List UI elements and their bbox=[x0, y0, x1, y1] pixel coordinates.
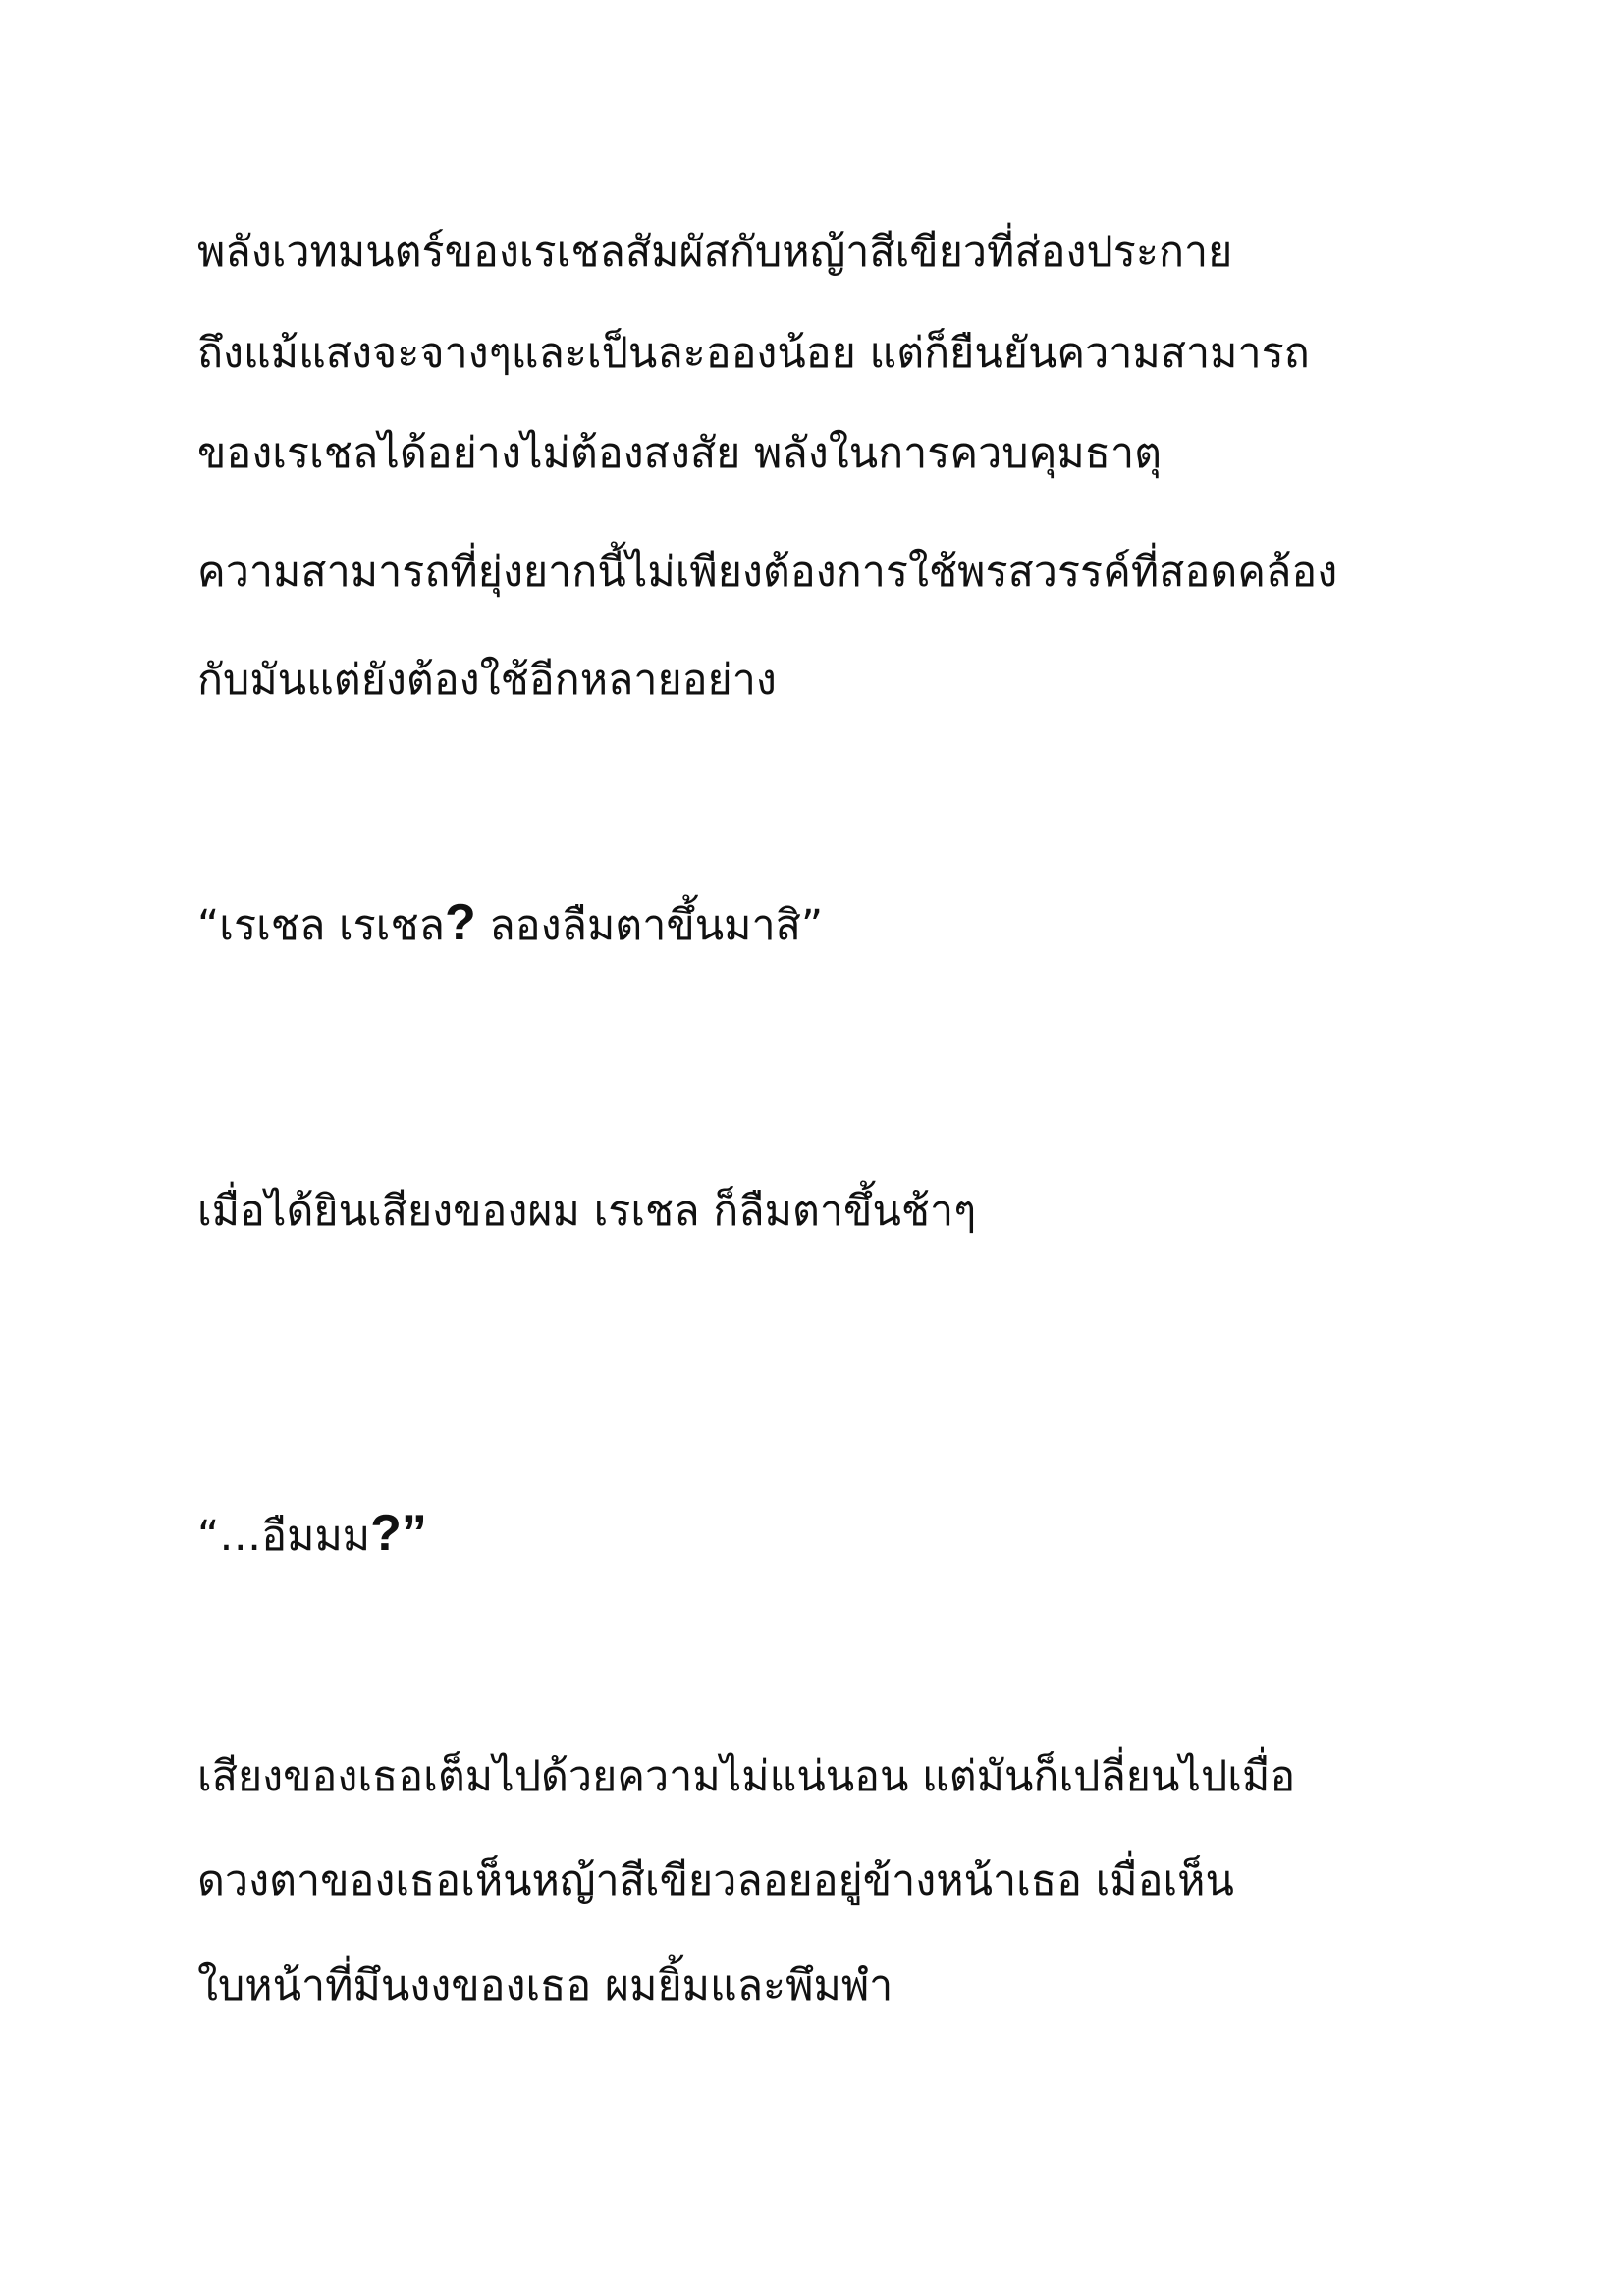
paragraph-3-line-1: เสียงของเธอเต็มไปด้วยความไม่แน่นอน แต่มันก็เปลี่ยนไปเมื่อ bbox=[197, 1752, 1296, 1801]
dialogue-1-question-mark: ? bbox=[445, 894, 476, 951]
paragraph-1-line-2: ถึงแม้แสงจะจางๆและเป็นละอองน้อย แต่ก็ยืนยันความสามารถ bbox=[197, 329, 1310, 378]
dialogue-2-text-start: “…อืมมม bbox=[197, 1512, 371, 1561]
paragraph-3-line-2: ดวงตาของเธอเห็นหญ้าสีเขียวลอยอยู่ข้างหน้าเธอ เมื่อเห็น bbox=[197, 1856, 1234, 1905]
paragraph-2: เมื่อได้ยินเสียงของผม เรเชล ก็ลืมตาขึ้นช้าๆ bbox=[197, 1187, 977, 1236]
paragraph-1-line-5: กับมันแต่ยังต้องใช้อีกหลายอย่าง bbox=[197, 656, 777, 705]
paragraph-1-line-1: พลังเวทมนตร์ของเรเชลสัมผัสกับหญ้าสีเขียวที่ส่องประกาย bbox=[197, 228, 1233, 277]
paragraph-3-line-3: ใบหน้าที่มึนงงของเธอ ผมยิ้มและพึมพำ bbox=[197, 1961, 893, 2010]
paragraph-1-line-4: ความสามารถที่ยุ่งยากนี้ไม่เพียงต้องการใช้พรสวรรค์ที่สอดคล้อง bbox=[197, 548, 1338, 597]
dialogue-1-text-end: ลองลืมตาขึ้นมาสิ” bbox=[475, 901, 824, 950]
paragraph-1-line-3: ของเรเชลได้อย่างไม่ต้องสงสัย พลังในการควบคุมธาตุ bbox=[197, 429, 1163, 478]
dialogue-2 bbox=[197, 1504, 427, 1566]
dialogue-2-question-mark: ?” bbox=[370, 1505, 427, 1562]
dialogue-1-text-start: “เรเชล เรเชล bbox=[197, 901, 445, 950]
dialogue-1 bbox=[197, 893, 823, 955]
